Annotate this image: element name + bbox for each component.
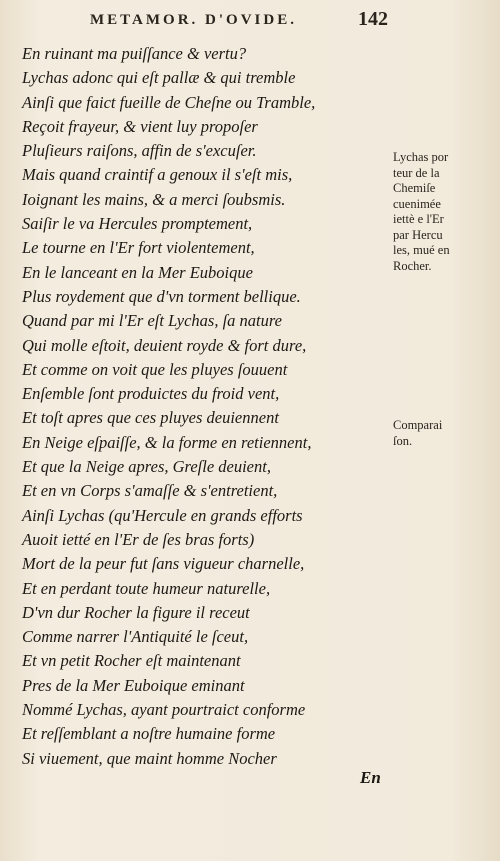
verse-line: Saiſir le va Hercules promptement, bbox=[22, 214, 253, 234]
verse-line: Auoit ietté en l'Er de ſes bras forts) bbox=[22, 529, 255, 549]
margin-note-comparaison bbox=[393, 418, 493, 449]
margin-note-line: cuenimée bbox=[393, 196, 441, 211]
verse-line: En le lanceant en la Mer Euboique bbox=[22, 262, 253, 282]
verse-line: Et en vn Corps s'amaſſe & s'entretient, bbox=[22, 481, 278, 501]
margin-note-line: Rocher. bbox=[393, 258, 432, 273]
verse-line: Quand par mi l'Er eſt Lychas, ſa nature bbox=[22, 311, 282, 331]
verse-line: Si viuement, que maint homme Nocher bbox=[22, 748, 277, 768]
margin-note-line: par Hercu bbox=[393, 227, 443, 242]
verse-line: Mort de la peur fut ſans vigueur charnelle, bbox=[22, 554, 305, 574]
verse-line: Et que la Neige apres, Greſle deuient, bbox=[22, 457, 271, 477]
margin-note-line: Chemiſe bbox=[393, 181, 436, 195]
verse-text bbox=[22, 42, 374, 771]
verse-line: Ainſi que faict fueille de Cheſne ou Tramble, bbox=[22, 92, 316, 112]
verse-line: En Neige eſpaiſſe, & la forme en retiennent, bbox=[22, 432, 312, 452]
verse-line: Et en perdant toute humeur naturelle, bbox=[22, 578, 271, 598]
verse-line: En ruinant ma puiſſance & vertu? bbox=[22, 44, 247, 63]
verse-line: D'vn dur Rocher la figure il receut bbox=[22, 602, 250, 622]
verse-line: Et toſt apres que ces pluyes deuiennent bbox=[22, 408, 279, 428]
margin-note-line: Comparai bbox=[393, 418, 443, 432]
page-number: 142 bbox=[358, 8, 388, 30]
verse-line: Mais quand craintif a genoux il s'eſt mis, bbox=[22, 165, 293, 185]
running-head: METAMOR. D'OVIDE. bbox=[90, 12, 297, 28]
verse-line: Plus roydement que d'vn torment bellique. bbox=[22, 286, 301, 306]
verse-line: Ioignant les mains, & a merci ſoubsmis. bbox=[22, 189, 286, 209]
page-header bbox=[90, 6, 490, 36]
catchword: En bbox=[360, 768, 381, 787]
verse-line: Et comme on voit que les pluyes ſouuent bbox=[22, 359, 288, 379]
verse-line: Comme narrer l'Antiquité le ſceut, bbox=[22, 627, 249, 647]
verse-line: Nommé Lychas, ayant pourtraict conforme bbox=[22, 700, 306, 720]
margin-note-line: Lychas por bbox=[393, 150, 449, 164]
verse-line: Et vn petit Rocher eſt maintenant bbox=[22, 651, 241, 671]
verse-line: Ainſi Lychas (qu'Hercule en grands efforts bbox=[22, 505, 303, 525]
verse-line: Enſemble ſont produictes du froid vent, bbox=[22, 384, 280, 404]
margin-note-line: teur de la bbox=[393, 165, 440, 180]
verse-line: Pluſieurs raiſons, affin de s'excuſer. bbox=[22, 141, 257, 161]
verse-line: Reçoit frayeur, & vient luy propoſer bbox=[22, 116, 258, 136]
margin-note-line: les, mué en bbox=[393, 243, 450, 257]
verse-line: Et reſſemblant a noſtre humaine forme bbox=[22, 724, 276, 744]
verse-line: Pres de la Mer Euboique eminant bbox=[22, 675, 245, 695]
verse-line: Le tourne en l'Er fort violentement, bbox=[22, 238, 255, 258]
verse-line: Lychas adonc qui eſt pallæ & qui tremble bbox=[22, 68, 296, 88]
margin-note-lychas bbox=[393, 150, 493, 274]
verse-line: Qui molle eſtoit, deuient royde & fort dure, bbox=[22, 335, 307, 355]
margin-note-line: iettè e l'Er bbox=[393, 212, 444, 226]
margin-note-line: ſon. bbox=[393, 433, 413, 448]
